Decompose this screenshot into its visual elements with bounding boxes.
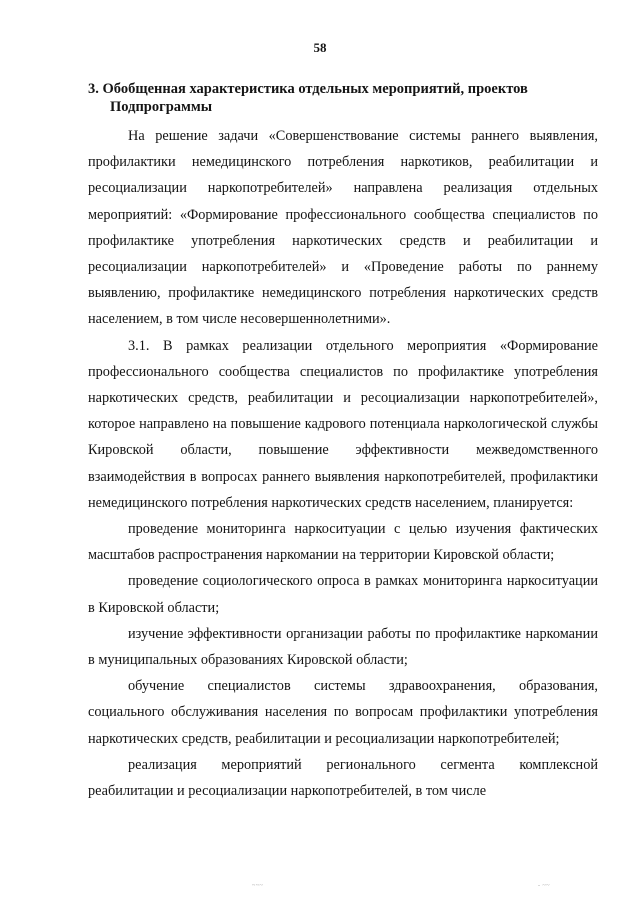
planned-item-effectiveness-study: изучение эффективности организации работы по профилактике наркомании в муниципальных образованиях Кировской области;	[88, 625, 598, 669]
planned-item-survey: проведение социологического опроса в рамках мониторинга наркоситуации в Кировской области;	[88, 573, 598, 616]
planned-item-monitoring: проведение мониторинга наркоситуации с целью изучения фактических масштабов распространения наркомании на территории Кировской области;	[88, 521, 598, 564]
planned-item-rehabilitation-segment: реализация мероприятий регионального сегмента комплексной реабилитации и ресоциализации наркопотребителей, в том числе	[88, 756, 598, 800]
scan-mark-left: ~~~	[252, 883, 264, 889]
section-heading-line-2: Подпрограммы	[110, 99, 213, 115]
paragraph-task-overview: На решение задачи «Совершенствование системы раннего выявления, профилактики немедицинского потребления наркотиков, реабилитации и ресоциализации наркопотребителей» направлена реализация отдельных мероприятий: «Формирование профессионального сообщества специалистов по профилактике употребления наркотических средств и реабилитации и ресоциализации наркопотребителей» и «Проведение работы по раннему выявлению, профилактике немедицинского потребления наркотических средств населением, в том числе несовершеннолетними».	[88, 128, 598, 328]
scan-mark-right: - ~~	[538, 883, 550, 889]
section-heading-line-1: 3. Обобщенная характеристика отдельных мероприятий, проектов	[88, 81, 528, 97]
section-body	[88, 123, 598, 804]
planned-item-specialist-training: обучение специалистов системы здравоохранения, образования, социального обслуживания населения по вопросам профилактики употребления наркотических средств, реабилитации и ресоциализации наркопотребителей;	[88, 678, 598, 747]
section-heading	[88, 80, 598, 116]
paragraph-3-1-intro: 3.1. В рамках реализации отдельного мероприятия «Формирование профессионального сообщества специалистов по профилактике употребления наркотических средств, реабилитации и ресоциализации наркопотребителей», которое направлено на повышение кадрового потенциала наркологической службы Кировской области, повышение эффективности межведомственного взаимодействия в вопросах раннего выявления наркопотребителей, профилактики немедицинского потребления наркотических средств населением, планируется:	[88, 337, 598, 511]
page-number: 58	[313, 40, 327, 55]
